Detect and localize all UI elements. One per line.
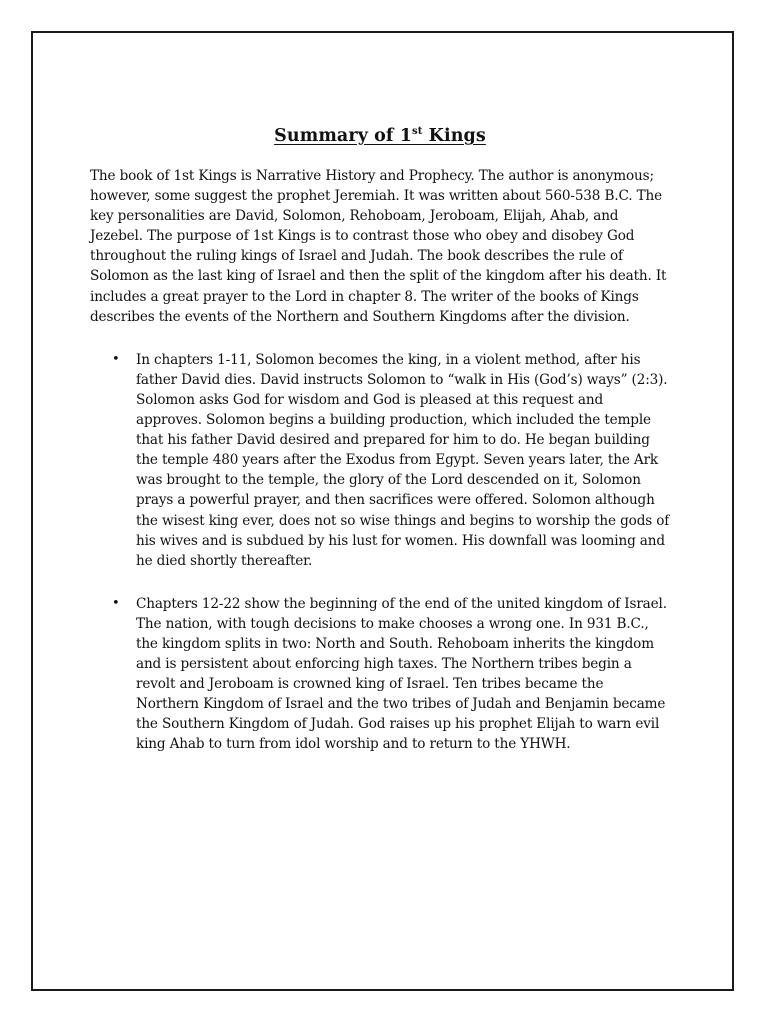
bullet-icon: • — [112, 351, 120, 367]
bullet-text: Chapters 12-22 show the beginning of the end of the united kingdom of Israel. The nation, with tough decisions to make chooses a wrong one. In 931 B.C., the kingdom splits in two: North and South. Rehoboam inherits the kingdom and is persistent about enforcing high taxes. The Northern tribes begin a revolt and Jeroboam is crowned king of Israel. Ten tribes became the Northern Kingdom of Israel and the two tribes of Judah and Benjamin became the Southern Kingdom of Judah. God raises up his prophet Elijah to warn evil king Ahab to turn from idol worship and to return to the YHWH. — [136, 595, 667, 753]
bullet-text: In chapters 1-11, Solomon becomes the king, in a violent method, after his father David dies. David instructs Solomon to “walk in His (God’s) ways” (2:3). Solomon asks God for wisdom and God is pleased at this request and approves. Solomon begins a building production, which included the temple that his father David desired and prepared for him to do. He began building the temple 480 years after the Exodus from Egypt. Seven years later, the Ark was brought to the temple, the glory of the Lord descended on it, Solomon prays a powerful prayer, and then sacrifices were offered. Solomon although the wisest king ever, does not so wise things and begins to worship the gods of his wives and is subdued by his lust for women. His downfall was looming and he died shortly thereafter. — [136, 351, 670, 569]
intro-paragraph: The book of 1st Kings is Narrative History and Prophecy. The author is anonymous; however, some suggest the prophet Jeremiah. It was written about 560-538 B.C. The key personalities are David, Solomon, Rehoboam, Jeroboam, Elijah, Ahab, and Jezebel. The purpose of 1st Kings is to contrast those who obey and disobey God throughout the ruling kings of Israel and Judah. The book describes the rule of Solomon as the last king of Israel and then the split of the kingdom after his death. It includes a great prayer to the Lord in chapter 8. The writer of the books of Kings describes the events of the Northern and Southern Kingdoms after the division. — [90, 168, 667, 325]
bullet-icon: • — [112, 595, 120, 611]
title-superscript: st — [412, 126, 423, 138]
title-main: Summary of 1 — [274, 126, 413, 146]
document-title — [90, 124, 670, 148]
document-body — [90, 124, 670, 778]
list-item — [90, 594, 670, 755]
title-end: Kings — [422, 126, 486, 146]
bullet-list — [90, 350, 670, 755]
list-item — [90, 350, 670, 571]
